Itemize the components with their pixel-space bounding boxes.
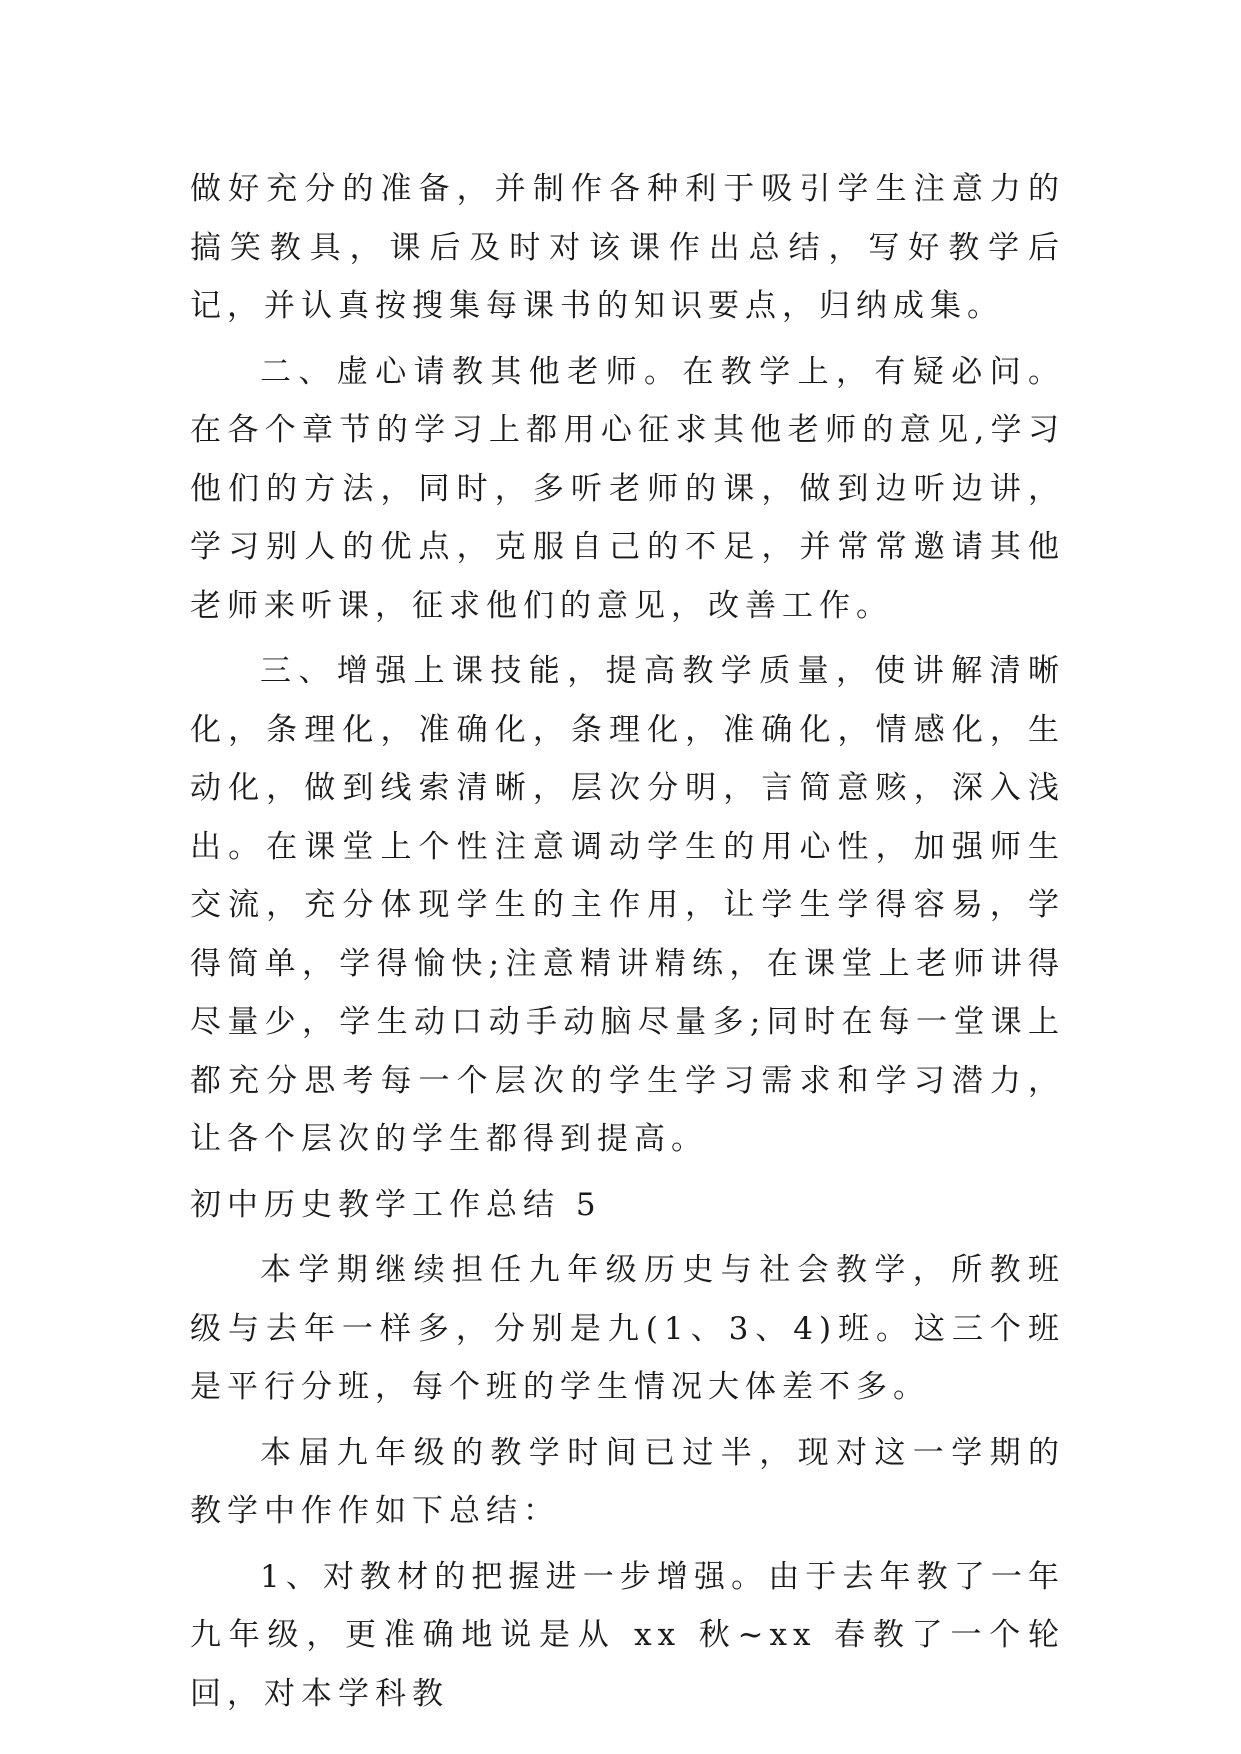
- section-title: 初中历史教学工作总结 5: [190, 1186, 602, 1223]
- paragraph-summary-lead: 本届九年级的教学时间已过半，现对这一学期的教学中作作如下总结：: [190, 1434, 1065, 1529]
- paragraph-section-two: 二、虚心请教其他老师。在教学上，有疑必问。在各个章节的学习上都用心征求其他老师的意见,学习他们的方法，同时，多听老师的课，做到边听边讲，学习别人的优点，克服自己的不足，并常常邀请其他老师来听课，征求他们的意见，改善工作。: [190, 353, 1065, 624]
- paragraph-section-three: 三、增强上课技能，提高教学质量，使讲解清晰化，条理化，准确化，条理化，准确化，情感化，生动化，做到线索清晰，层次分明，言简意赅，深入浅出。在课堂上个性注意调动学生的用心性，加强师生交流，充分体现学生的主作用，让学生学得容易，学得简单，学得愉快;注意精讲精练，在课堂上老师讲得尽量少，学生动口动手动脑尽量多;同时在每一堂课上都充分思考每一个层次的学生学习需求和学习潜力，让各个层次的学生都得到提高。: [190, 653, 1065, 1157]
- paragraph-continuation: 做好充分的准备，并制作各种利于吸引学生注意力的搞笑教具，课后及时对该课作出总结，写好教学后记，并认真按搜集每课书的知识要点，归纳成集。: [190, 171, 1065, 324]
- paragraph-intro: 本学期继续担任九年级历史与社会教学，所教班级与去年一样多，分别是九(1、3、4)班。这三个班是平行分班，每个班的学生情况大体差不多。: [190, 1252, 1065, 1405]
- document-page: [190, 160, 1065, 1730]
- paragraph-point-one: 1、对教材的把握进一步增强。由于去年教了一年九年级，更准确地说是从 xx 秋~xx 春教了一个轮回，对本学科教: [190, 1558, 1065, 1712]
